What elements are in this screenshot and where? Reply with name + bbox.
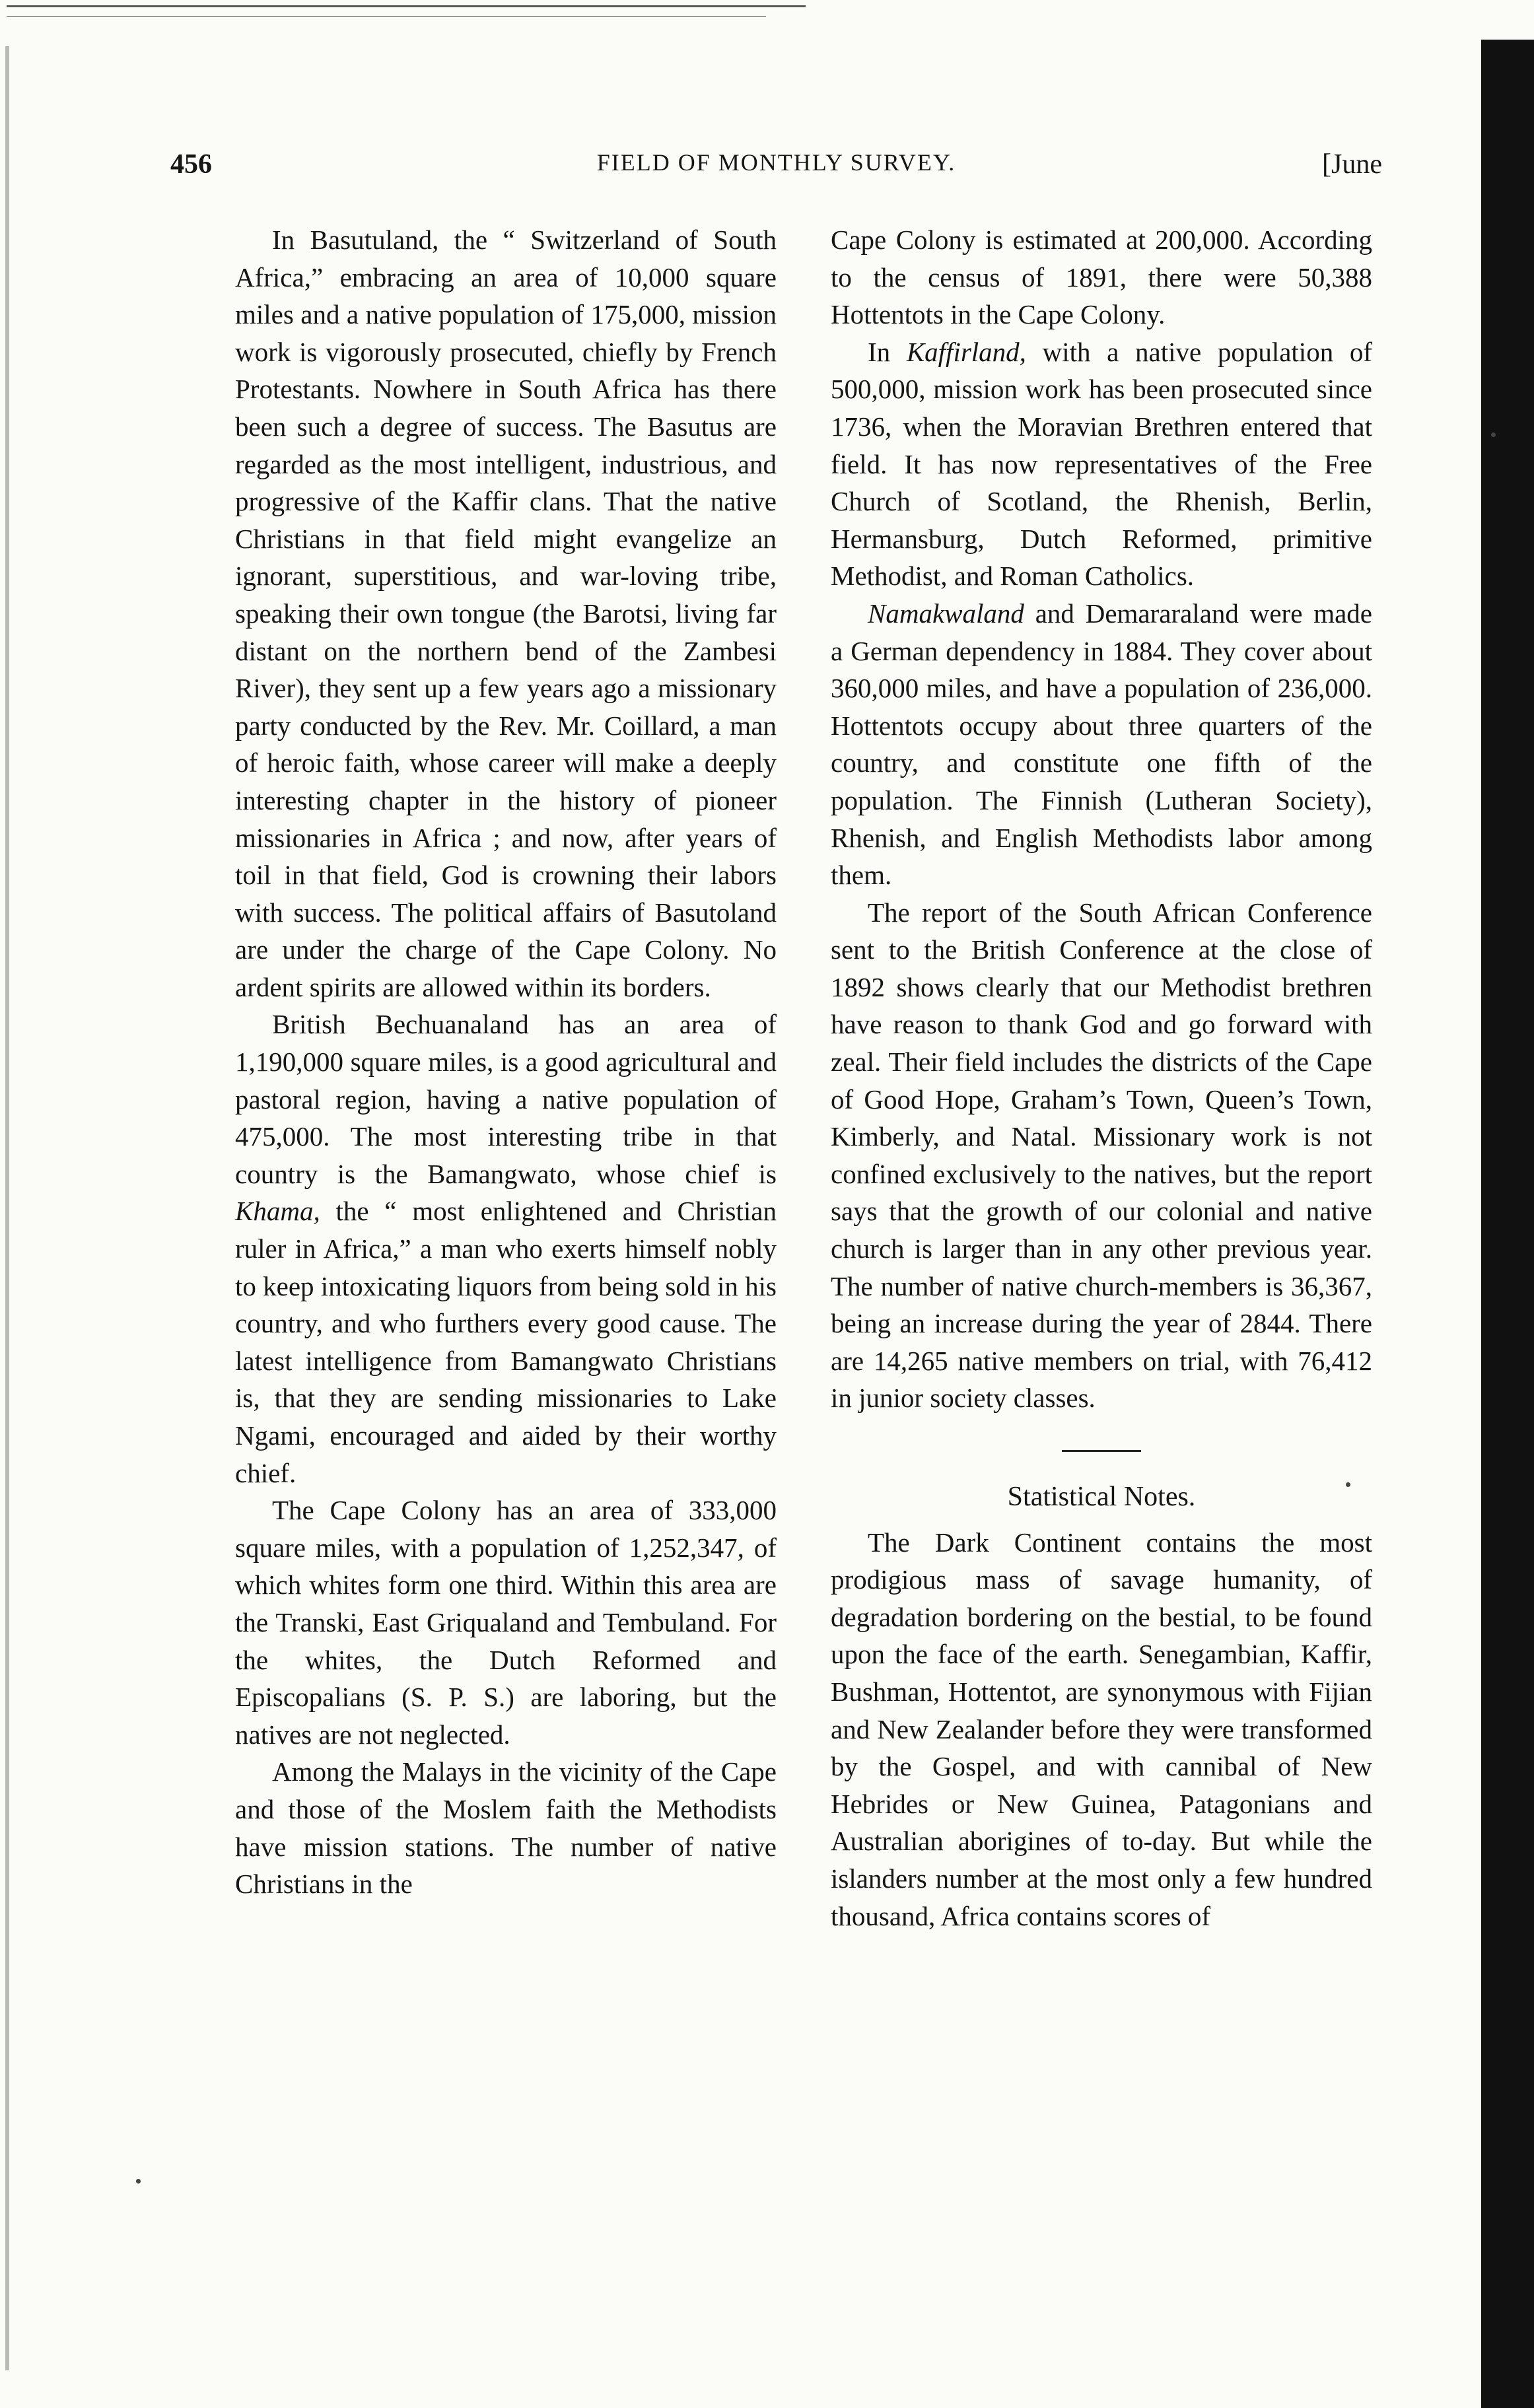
paragraph-namakwaland (831, 595, 1372, 894)
paragraph-malays: Among the Malays in the vicinity of the Cape and those of the Moslem faith the Methodists have mission stations. The number of native Christians in the (235, 1756, 777, 1900)
scan-top-rule-secondary (7, 16, 766, 17)
paragraph-dark-continent: The Dark Continent contains the most prodigious mass of savage humanity, of degradation bordering on the bestial, to be found upon the face of the earth. Senegambian, Kaffir, Bushman, Hottentot, are synonymous with Fijian and New Zealander before they were transformed by the Gospel, and with cannibal of New Hebrides or New Guinea, Patagonians and Australian aborigines of to-day. But while the islanders number at the most only a few hundred thousand, Africa contains scores of (831, 1527, 1372, 1931)
bechuanaland-text-a: British Bechuanaland has an area of 1,190,000 square miles, is a good agricultural and pastoral region, having a native population of 475,000. The most interesting tribe in that country is the Bamangwato, whose chief is (235, 1009, 777, 1189)
paragraph-cape-colony: The Cape Colony has an area of 333,000 square miles, with a population of 1,252,347, of which whites form one third. Within this area are the Transki, East Griqualand and Tembuland. For the whites, the Dutch Reformed and Episcopalians (S. P. S.) are laboring, but the natives are not neglected. (235, 1495, 777, 1750)
namakwaland-italic: Namakwaland (868, 598, 1024, 629)
kaffirland-italic: Kaffirland, (906, 336, 1026, 367)
scan-right-edge-bar (1481, 40, 1534, 2408)
running-title: FIELD OF MONTHLY SURVEY. (596, 149, 956, 176)
scan-top-rule (7, 5, 806, 7)
paragraph-conference-report: The report of the South African Conference sent to the British Conference at the close of 1892 shows clearly that our Methodist brethren have reason to thank God and go forward with zeal. Their field includes the districts of the Cape of Good Hope, Graham’s Town, Queen’s Town, Kimberly, and Natal. Missionary work is not confined exclusively to the natives, but the report says that the growth of our colonial and native church is larger than in any other previous year. The number of native church-members is 36,367, being an increase during the year of 2844. There are 14,265 native members on trial, with 76,412 in junior society classes. (831, 897, 1372, 1414)
kaffirland-text: with a native population of 500,000, mission work has been prosecuted since 1736, when the Moravian Brethren entered that field. It has now representatives of the Free Church of Scotland, the Rhenish, Berlin, Hermansburg, Dutch Reformed, primitive Methodist, and Roman Catholics. (831, 336, 1372, 592)
issue-month: [June (1322, 149, 1382, 180)
paragraph-bechuanaland (235, 1006, 777, 1492)
paragraph-kaffirland (831, 333, 1372, 595)
paragraph-continued: Cape Colony is estimated at 200,000. According to the census of 1891, there were 50,388 Hottentots in the Cape Colony. (831, 224, 1372, 330)
bechuanaland-text-b: the “ most enlightened and Christian ruler in Africa,” a man who exerts himself nobly to keep intoxicating liquors from being sold in his country, and who furthers every good cause. The latest intelligence from Bamangwato Christians is, that they are sending missionaries to Lake Ngami, encouraged and aided by their worthy chief. (235, 1196, 777, 1488)
page-number: 456 (170, 149, 212, 180)
kaffirland-lead: In (868, 336, 891, 367)
scan-speck (1491, 432, 1496, 437)
section-heading: Statistical Notes. (1007, 1482, 1196, 1512)
namakwaland-text: and Demararaland were made a German dependency in 1884. They cover about 360,000 miles, and have a population of 236,000. Hottentots occupy about three quarters of the country, and constitute one fifth of the population. The Finnish (Lutheran Society), Rhenish, and English Methodists labor among them. (831, 598, 1372, 891)
running-head (170, 149, 1382, 188)
paragraph-basutuland: In Basutuland, the “ Switzerland of South Africa,” embracing an area of 10,000 square miles and a native population of 175,000, mission work is vigorously prosecuted, chiefly by French Protestants. Nowhere in South Africa has there been such a degree of success. The Basutus are regarded as the most intelligent, industrious, and progressive of the Kaffir clans. That the native Christians in that field might evangelize an ignorant, superstitious, and war-loving tribe, speaking their own tongue (the Barotsi, living far distant on the northern bend of the Zambesi River), they sent up a few years ago a missionary party conducted by the Rev. Mr. Coillard, a man of heroic faith, whose career will make a deeply interesting chapter in the history of pioneer missionaries in Africa ; and now, after years of toil in that field, God is crowning their labors with success. The political affairs of Basutoland are under the charge of the Cape Colony. No ardent spirits are allowed within its borders. (235, 224, 777, 1002)
section-divider (1062, 1450, 1141, 1452)
scan-speck (1346, 1482, 1350, 1487)
right-column (831, 221, 1372, 1935)
khama-italic: Khama, (235, 1196, 320, 1227)
binding-edge (5, 46, 9, 2370)
scan-speck (136, 2179, 141, 2184)
left-column (235, 221, 777, 1903)
